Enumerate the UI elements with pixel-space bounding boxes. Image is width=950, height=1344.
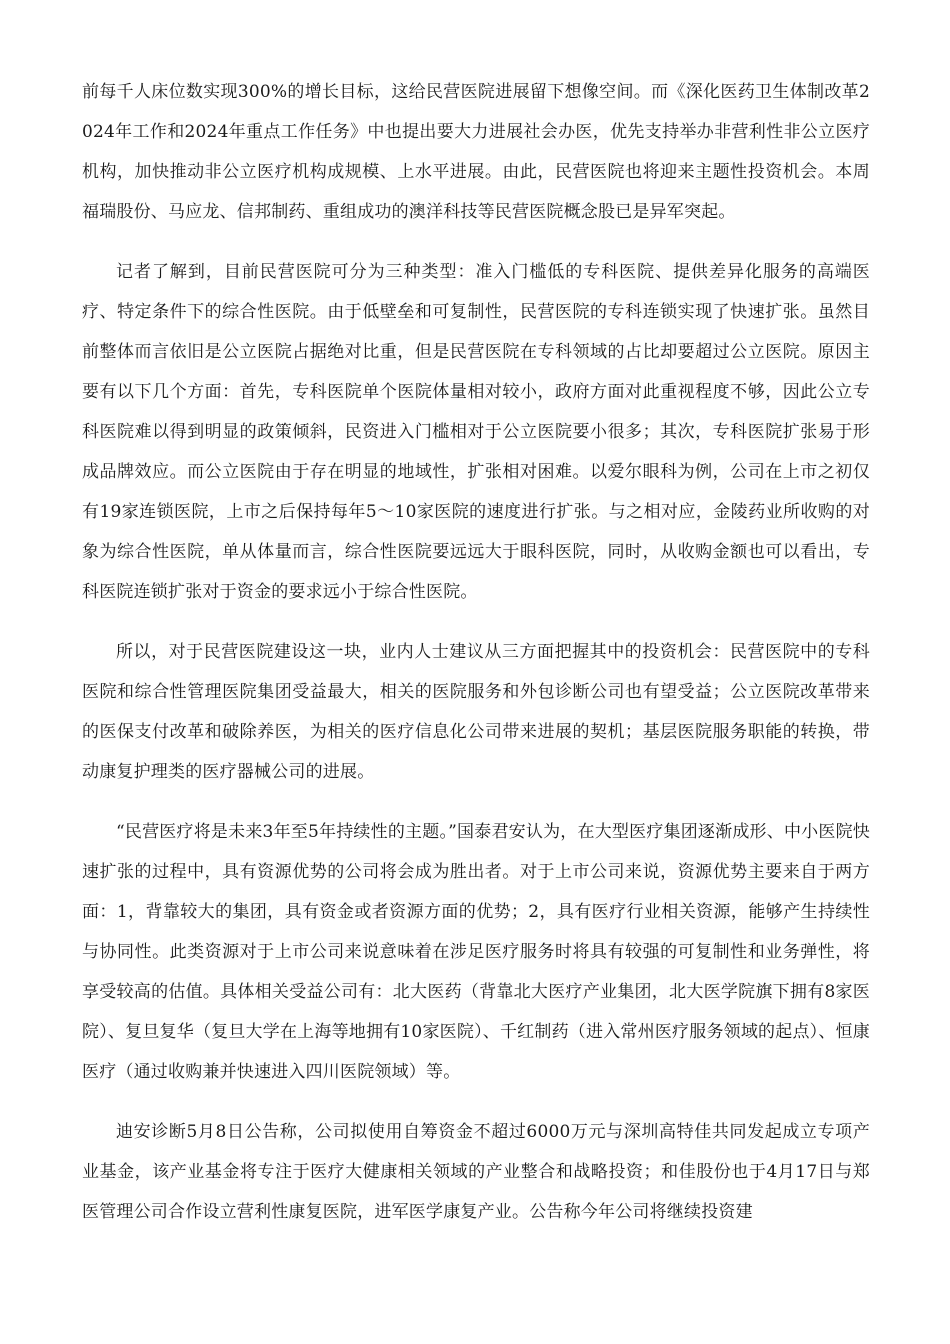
paragraph-1: 前每千人床位数实现300%的增长目标，这给民营医院进展留下想像空间。而《深化医药卫生体制改革2024年工作和2024年重点工作任务》中也提出要大力进展社会办医，优先支持举办非营利性非公立医疗机构，加快推动非公立医疗机构成规模、上水平进展。由此，民营医院也将迎来主题性投资机会。本周福瑞股份、马应龙、信邦制药、重组成功的澳洋科技等民营医院概念股已是异军突起。 bbox=[82, 82, 870, 222]
paragraph-2: 记者了解到，目前民营医院可分为三种类型：准入门槛低的专科医院、提供差异化服务的高端医疗、特定条件下的综合性医院。由于低壁垒和可复制性，民营医院的专科连锁实现了快速扩张。虽然目前整体而言依旧是公立医院占据绝对比重，但是民营医院在专科领域的占比却要超过公立医院。原因主要有以下几个方面：首先，专科医院单个医院体量相对较小，政府方面对此重视程度不够，因此公立专科医院难以得到明显的政策倾斜，民资进入门槛相对于公立医院要小很多；其次，专科医院扩张易于形成品牌效应。而公立医院由于存在明显的地域性，扩张相对困难。以爱尔眼科为例，公司在上市之初仅有19家连锁医院，上市之后保持每年5～10家医院的速度进行扩张。与之相对应，金陵药业所收购的对象为综合性医院，单从体量而言，综合性医院要远远大于眼科医院，同时，从收购金额也可以看出，专科医院连锁扩张对于资金的要求远小于综合性医院。 bbox=[82, 262, 870, 602]
paragraph-3: 所以，对于民营医院建设这一块，业内人士建议从三方面把握其中的投资机会：民营医院中的专科医院和综合性管理医院集团受益最大，相关的医院服务和外包诊断公司也有望受益；公立医院改革带来的医保支付改革和破除养医，为相关的医疗信息化公司带来进展的契机；基层医院服务职能的转换，带动康复护理类的医疗器械公司的进展。 bbox=[82, 642, 870, 782]
paragraph-5: 迪安诊断5月8日公告称，公司拟使用自筹资金不超过6000万元与深圳高特佳共同发起成立专项产业基金，该产业基金将专注于医疗大健康相关领域的产业整合和战略投资；和佳股份也于4月17日与郑医管理公司合作设立营利性康复医院，进军医学康复产业。公告称今年公司将继续投资建 bbox=[82, 1122, 870, 1222]
article-body bbox=[82, 72, 870, 1252]
paragraph-4: “民营医疗将是未来3年至5年持续性的主题。”国泰君安认为，在大型医疗集团逐渐成形、中小医院快速扩张的过程中，具有资源优势的公司将会成为胜出者。对于上市公司来说，资源优势主要来自于两方面：1，背靠较大的集团，具有资金或者资源方面的优势；2，具有医疗行业相关资源，能够产生持续性与协同性。此类资源对于上市公司来说意味着在涉足医疗服务时将具有较强的可复制性和业务弹性，将享受较高的估值。具体相关受益公司有：北大医药（背靠北大医疗产业集团，北大医学院旗下拥有8家医院）、复旦复华（复旦大学在上海等地拥有10家医院）、千红制药（进入常州医疗服务领域的起点）、恒康医疗（通过收购兼并快速进入四川医院领域）等。 bbox=[82, 822, 870, 1082]
